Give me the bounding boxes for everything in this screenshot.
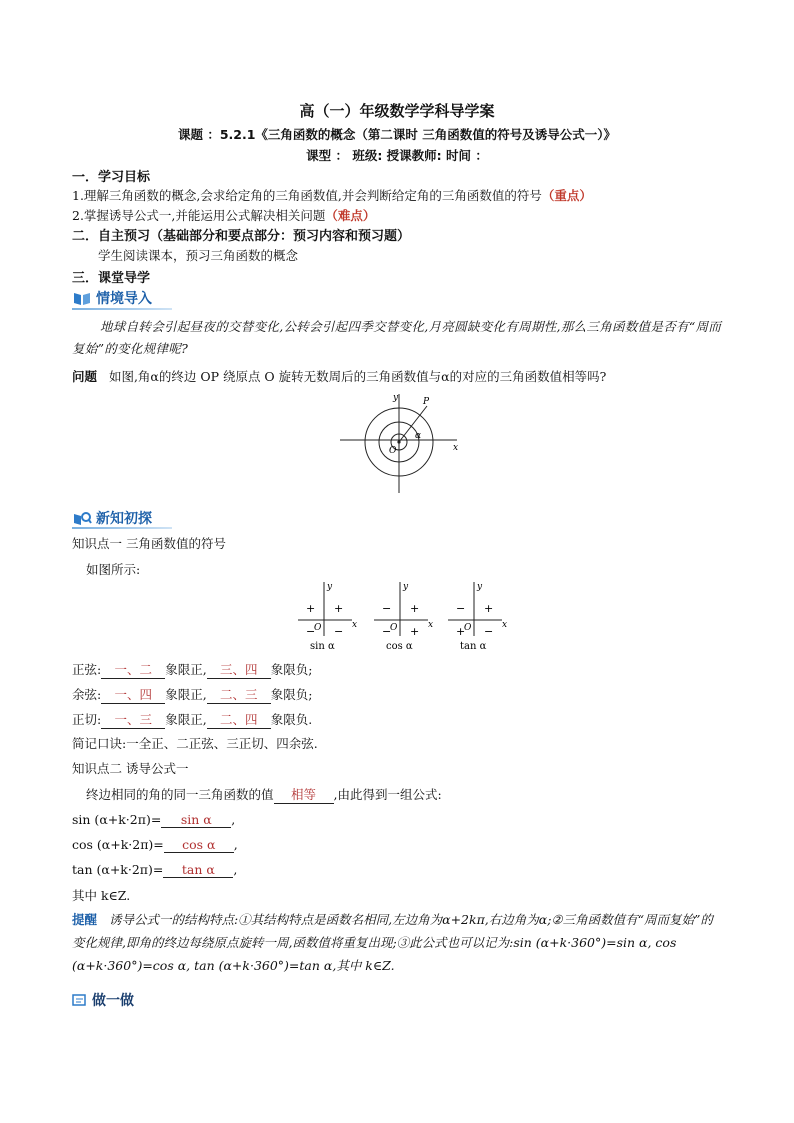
quadrant-origin-label: O — [464, 623, 472, 633]
objectives-heading: 一．学习目标 — [72, 170, 151, 185]
reminder-text: 诱导公式一的结构特点:①其结构特点是函数名相同,左边角为α+2kπ,右边角为α;②三角函数值有“周而复始”的变化规律,即角的终边每绕原点旋转一周,函数值将重复出现;③此公式也可以记为:sin (α+k·360°)=sin α, cos (α+k·360°)=cos α, tan (α+k·360°)=tan α,其中 k∈Z. — [72, 912, 713, 973]
quadrant-caption: tan α — [460, 641, 487, 652]
point1-title: 知识点一 三角函数值的符号 — [72, 536, 226, 551]
intro-tag — [72, 288, 152, 310]
formula-left: cos (α+k·2π)= — [72, 837, 164, 852]
intro-tag-underline — [72, 308, 172, 310]
objective-2 — [72, 206, 375, 224]
book-icon — [72, 290, 92, 306]
sign-row-end: 象限负; — [270, 687, 313, 702]
sign-row-negative-answer: 二、三 — [207, 685, 271, 704]
reminder — [72, 908, 722, 977]
page-title: 高（一）年级数学学科导学案 — [299, 102, 495, 120]
question-label: 问题 — [72, 369, 98, 384]
quadrant-3-sign: + — [456, 625, 466, 638]
quadrant-x-label: x — [428, 620, 434, 630]
sign-row-positive-answer: 一、二 — [101, 660, 165, 679]
mnemonic: 简记口诀:一全正、二正弦、三正切、四余弦. — [72, 736, 318, 751]
quadrant-2-sign: − — [382, 602, 392, 615]
point2-title: 知识点二 诱导公式一 — [72, 761, 189, 776]
formula-left: tan (α+k·2π)= — [72, 862, 164, 877]
quadrant-1-sign: + — [484, 602, 494, 615]
practice-tag-label: 做一做 — [92, 993, 134, 1009]
sign-row-mid: 象限正, — [165, 712, 207, 727]
sign-row-label: 正切: — [72, 712, 102, 727]
magnifier-book-icon — [72, 510, 92, 526]
label-o: O — [389, 446, 397, 456]
intro-tag-label: 情境导入 — [96, 291, 152, 307]
point2-lead-text: 终边相同的角的同一三角函数的值 — [86, 787, 274, 802]
concentric-circle-figure — [335, 390, 465, 495]
guide-heading: 三．课堂导学 — [72, 271, 151, 286]
preview-heading: 二．自主预习（基础部分和要点部分：预习内容和预习题） — [72, 229, 411, 244]
new-knowledge-tag-label: 新知初探 — [96, 511, 152, 527]
sign-row-mid: 象限正, — [165, 687, 207, 702]
objective-2-text: 2.掌握诱导公式一,并能运用公式解决相关问题 — [72, 208, 326, 223]
quadrant-chart — [296, 580, 366, 652]
reminder-label: 提醒 — [72, 912, 98, 927]
quadrant-origin-label: O — [390, 623, 398, 633]
objective-1-tag: （重点） — [541, 188, 592, 203]
sign-row-negative-answer: 二、四 — [207, 710, 271, 729]
quadrant-3-sign: − — [382, 625, 392, 638]
lesson-title: 课题 ：5.2.1《三角函数的概念（第二课时 三角函数值的符号及诱导公式一）》 — [177, 127, 617, 142]
sign-row-negative-answer: 三、四 — [207, 660, 271, 679]
objective-1-text: 1.理解三角函数的概念,会求给定角的三角函数值,并会判断给定角的三角函数值的符号 — [72, 188, 542, 203]
origin-point — [397, 440, 400, 443]
point2-tail: ,由此得到一组公式: — [333, 787, 442, 802]
quadrant-2-sign: − — [456, 602, 466, 615]
sign-row-label: 余弦: — [72, 687, 102, 702]
sign-row-label: 正弦: — [72, 662, 102, 677]
quadrant-origin-label: O — [314, 623, 322, 633]
quadrant-chart — [372, 580, 442, 652]
quadrant-1-sign: + — [410, 602, 420, 615]
quadrant-y-label: y — [327, 582, 333, 592]
objective-2-tag: （难点） — [325, 208, 376, 223]
sign-row — [72, 660, 312, 679]
quadrant-x-label: x — [352, 620, 358, 630]
question-text: 如图,角α的终边 OP 绕原点 O 旋转无数周后的三角函数值与α的对应的三角函数值相等吗? — [108, 369, 607, 384]
sign-row-positive-answer: 一、三 — [101, 710, 165, 729]
formula-answer: cos α — [164, 837, 234, 853]
sign-row-positive-answer: 一、四 — [101, 685, 165, 704]
sign-row-end: 象限负; — [270, 662, 313, 677]
formula-left: sin (α+k·2π)= — [72, 812, 162, 827]
formula-answer: sin α — [161, 812, 231, 828]
sign-row-end: 象限负. — [270, 712, 313, 727]
where-clause: 其中 k∈Z. — [72, 888, 131, 903]
intro-question — [72, 367, 606, 385]
quadrant-4-sign: − — [484, 625, 494, 638]
intro-paragraph: 地球自转会引起昼夜的交替变化,公转会引起四季交替变化,月亮圆缺变化有周期性,那么三角函数值是否有“周而复始”的变化规律呢? — [72, 319, 722, 356]
lesson-meta: 课型 ： 班级: 授课教师: 时间 ： — [306, 148, 488, 163]
practice-tag — [72, 990, 134, 1011]
quadrant-3-sign: − — [306, 625, 316, 638]
quadrant-chart — [446, 580, 516, 652]
label-x: x — [453, 443, 459, 453]
sign-row — [72, 710, 312, 729]
quadrant-y-label: y — [403, 582, 409, 592]
formula-row — [72, 862, 237, 878]
formula-end: , — [233, 837, 238, 852]
formula-answer: tan α — [163, 862, 233, 878]
quadrant-4-sign: + — [410, 625, 420, 638]
formula-row — [72, 837, 238, 853]
preview-text: 学生阅读课本，预习三角函数的概念 — [98, 248, 299, 263]
sign-row-mid: 象限正, — [165, 662, 207, 677]
label-alpha: α — [415, 431, 422, 441]
quadrant-x-label: x — [502, 620, 508, 630]
pencil-note-icon — [72, 993, 88, 1007]
formula-end: , — [233, 862, 238, 877]
quadrant-caption: cos α — [386, 641, 413, 652]
quadrant-caption: sin α — [310, 641, 335, 652]
objective-1 — [72, 186, 592, 204]
quadrant-1-sign: + — [334, 602, 344, 615]
sign-row — [72, 685, 312, 704]
quadrant-y-label: y — [477, 582, 483, 592]
quadrant-2-sign: + — [306, 602, 316, 615]
new-knowledge-tag-underline — [72, 527, 172, 529]
point2-answer: 相等 — [274, 785, 334, 804]
label-y: y — [393, 393, 399, 403]
as-shown: 如图所示: — [86, 562, 141, 577]
point2-lead — [86, 785, 442, 804]
formula-end: , — [231, 812, 236, 827]
label-p: P — [423, 397, 430, 407]
formula-row — [72, 812, 235, 828]
quadrant-4-sign: − — [334, 625, 344, 638]
